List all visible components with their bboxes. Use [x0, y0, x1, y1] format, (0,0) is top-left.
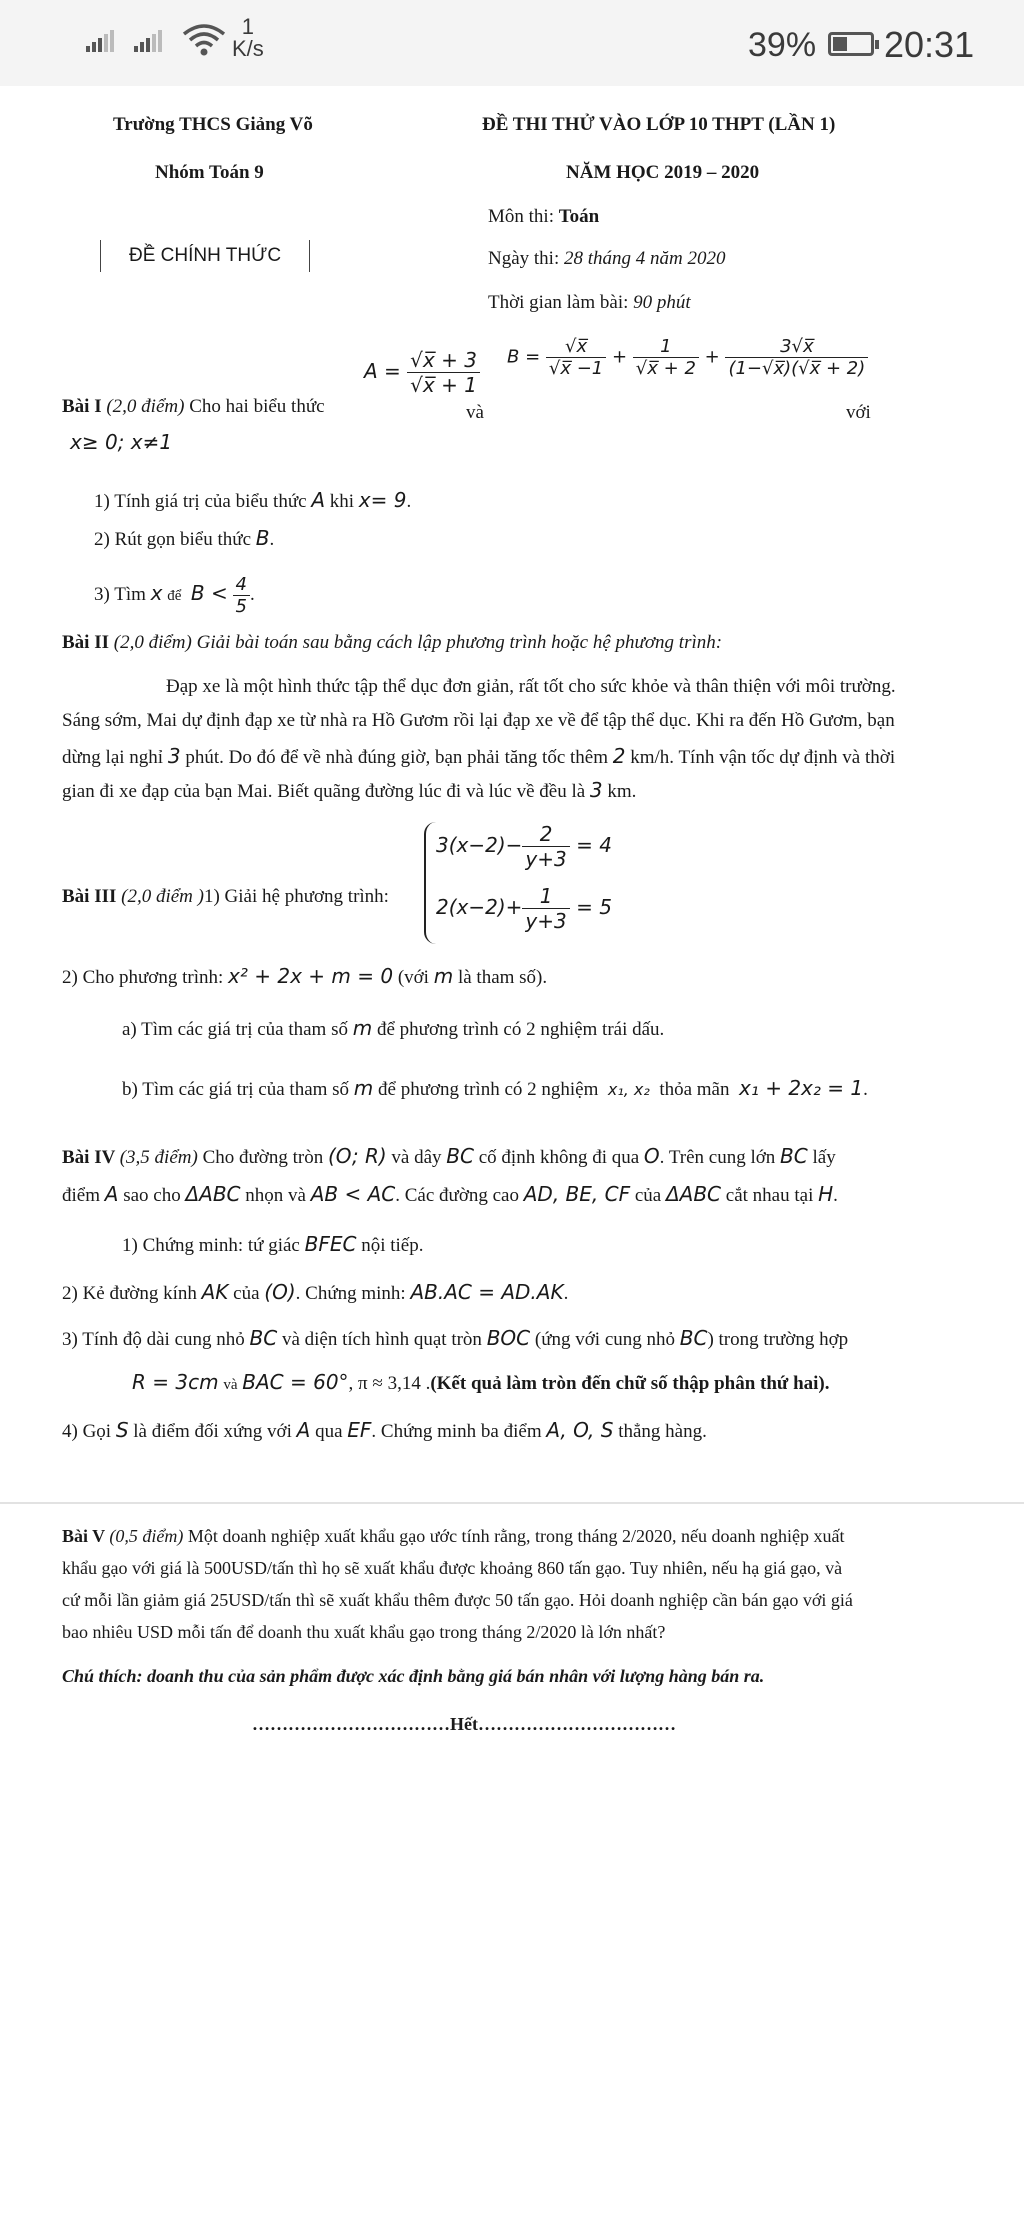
bai3-q2: 2) Cho phương trình: x² + 2x + m = 0 (với m là tham số).	[62, 964, 548, 988]
battery-icon	[828, 32, 874, 56]
bai4-q3-conditions: R = 3cm và BAC = 60°, π ≈ 3,14 .(Kết quả làm tròn đến chữ số thập phân thứ hai).	[132, 1370, 830, 1394]
battery-level-fill	[833, 37, 847, 51]
bai5-line2: khẩu gạo với giá là 500USD/tấn thì họ sẽ xuất khẩu được khoảng 860 tấn gạo. Tuy nhiên, nếu hạ giá gạo, và	[62, 1558, 843, 1578]
expression-a: A = $\frac{√x̅ + 3}{√x̅ + 1}$	[364, 348, 480, 397]
bai4-line1: Bài IV (3,5 điểm) Cho đường tròn (O; R) và dây BC cố định không đi qua O. Trên cung lớn BC lấy	[62, 1144, 836, 1168]
bai1-item3: 3) Tìm x để B < $\frac{4}{5}$ .	[94, 574, 255, 617]
system-equation-1: 3(x−2)− $\frac{2}{y+3}$ = 4	[436, 822, 612, 871]
bai4-q2: 2) Kẻ đường kính AK của (O). Chứng minh: AB.AC = AD.AK.	[62, 1280, 569, 1304]
bai4-q4: 4) Gọi S là điểm đối xứng với A qua EF. Chứng minh ba điểm A, O, S thẳng hàng.	[62, 1418, 707, 1442]
bai2-heading: Bài II (2,0 điểm) Giải bài toán sau bằng cách lập phương trình hoặc hệ phương trình:	[62, 632, 723, 653]
signal-strength-icon-2	[134, 30, 164, 52]
bai4-q1: 1) Chứng minh: tứ giác BFEC nội tiếp.	[122, 1232, 424, 1256]
page-break-divider	[0, 1502, 1024, 1504]
signal-strength-icon	[86, 30, 116, 52]
exam-subject: Môn thi: Toán	[488, 206, 600, 227]
system-brace	[424, 822, 436, 944]
school-name: Trường THCS Giảng Võ	[113, 114, 313, 135]
bai1-heading: Bài I (2,0 điểm) Cho hai biểu thức	[62, 396, 325, 417]
bai3-heading: Bài III (2,0 điểm )1) Giải hệ phương trình:	[62, 886, 389, 907]
bai4-q3: 3) Tính độ dài cung nhỏ BC và diện tích hình quạt tròn BOC (ứng với cung nhỏ BC) trong trường hợp	[62, 1326, 849, 1350]
bai1-with: với	[846, 402, 871, 423]
bai3-q2b: b) Tìm các giá trị của tham số m để phương trình có 2 nghiệm x₁, x₂ thỏa mãn x₁ + 2x₂ = 1.	[122, 1076, 868, 1100]
wifi-icon	[182, 22, 226, 61]
bai1-and: và	[466, 402, 484, 423]
bai1-item2: 2) Rút gọn biểu thức B.	[94, 526, 275, 550]
clock: 20:31	[884, 24, 975, 65]
bai5-line3: cứ mỗi lần giảm giá 25USD/tấn thì sẽ xuất khẩu thêm được 50 tấn gạo. Hỏi doanh nghiệp cần bán gạo với giá	[62, 1590, 853, 1610]
battery-percent: 39%	[748, 26, 817, 64]
bai5-note: Chú thích: doanh thu của sản phẩm được xác định bằng giá bán nhân với lượng hàng bán ra.	[62, 1666, 765, 1686]
bai2-line3: dừng lại nghỉ 3 phút. Do đó để về nhà đúng giờ, bạn phải tăng tốc thêm 2 km/h. Tính vận tốc dự định và thời	[62, 744, 896, 768]
bai2-line2: Sáng sớm, Mai dự định đạp xe từ nhà ra Hồ Gươm rồi lại đạp xe về để tập thể dục. Khi ra đến Hồ Gươm, bạn	[62, 710, 895, 731]
bai5-line1: Bài V (0,5 điểm) Một doanh nghiệp xuất khẩu gạo ước tính rằng, trong tháng 2/2020, nếu doanh nghiệp xuất	[62, 1526, 845, 1546]
bai5-line4: bao nhiêu USD mỗi tấn để doanh thu xuất khẩu gạo trong tháng 2/2020 là lớn nhất?	[62, 1622, 666, 1642]
network-speed: 1 K/s	[232, 14, 264, 61]
bai3-q2a: a) Tìm các giá trị của tham số m để phương trình có 2 nghiệm trái dấu.	[122, 1016, 665, 1040]
status-bar	[0, 0, 1024, 86]
bai1-item1: 1) Tính giá trị của biểu thức A khi x= 9.	[94, 488, 412, 512]
exam-duration: Thời gian làm bài: 90 phút	[488, 292, 691, 313]
group-name: Nhóm Toán 9	[155, 162, 264, 183]
end-marker: ……………………………Hết……………………………	[252, 1714, 676, 1734]
bai4-line2: điểm A sao cho ΔABC nhọn và AB < AC. Các đường cao AD, BE, CF của ΔABC cắt nhau tại H.	[62, 1182, 838, 1206]
exam-year: NĂM HỌC 2019 – 2020	[566, 162, 760, 183]
bai1-condition: x≥ 0; x≠1	[70, 430, 173, 454]
bai2-line1: Đạp xe là một hình thức tập thể dục đơn giản, rất tốt cho sức khỏe và thân thiện với môi trường.	[166, 676, 896, 697]
expression-b: B = $\frac{√x̅}{√x̅ -1}$ + $\frac{1}{√x̅ + 2}$ + $\frac{3√x̅}{(1-√x̅)(√x̅ + 2)}$	[507, 336, 868, 379]
system-equation-2: 2(x−2)+ $\frac{1}{y+3}$ = 5	[436, 884, 612, 933]
bai2-line4: gian đi xe đạp của bạn Mai. Biết quãng đường lúc đi và lúc về đều là 3 km.	[62, 778, 637, 802]
exam-date: Ngày thi: 28 tháng 4 năm 2020	[488, 248, 726, 269]
exam-title: ĐỀ THI THỬ VÀO LỚP 10 THPT (LẦN 1)	[482, 114, 836, 135]
official-label: ĐỀ CHÍNH THỨC	[100, 240, 310, 272]
